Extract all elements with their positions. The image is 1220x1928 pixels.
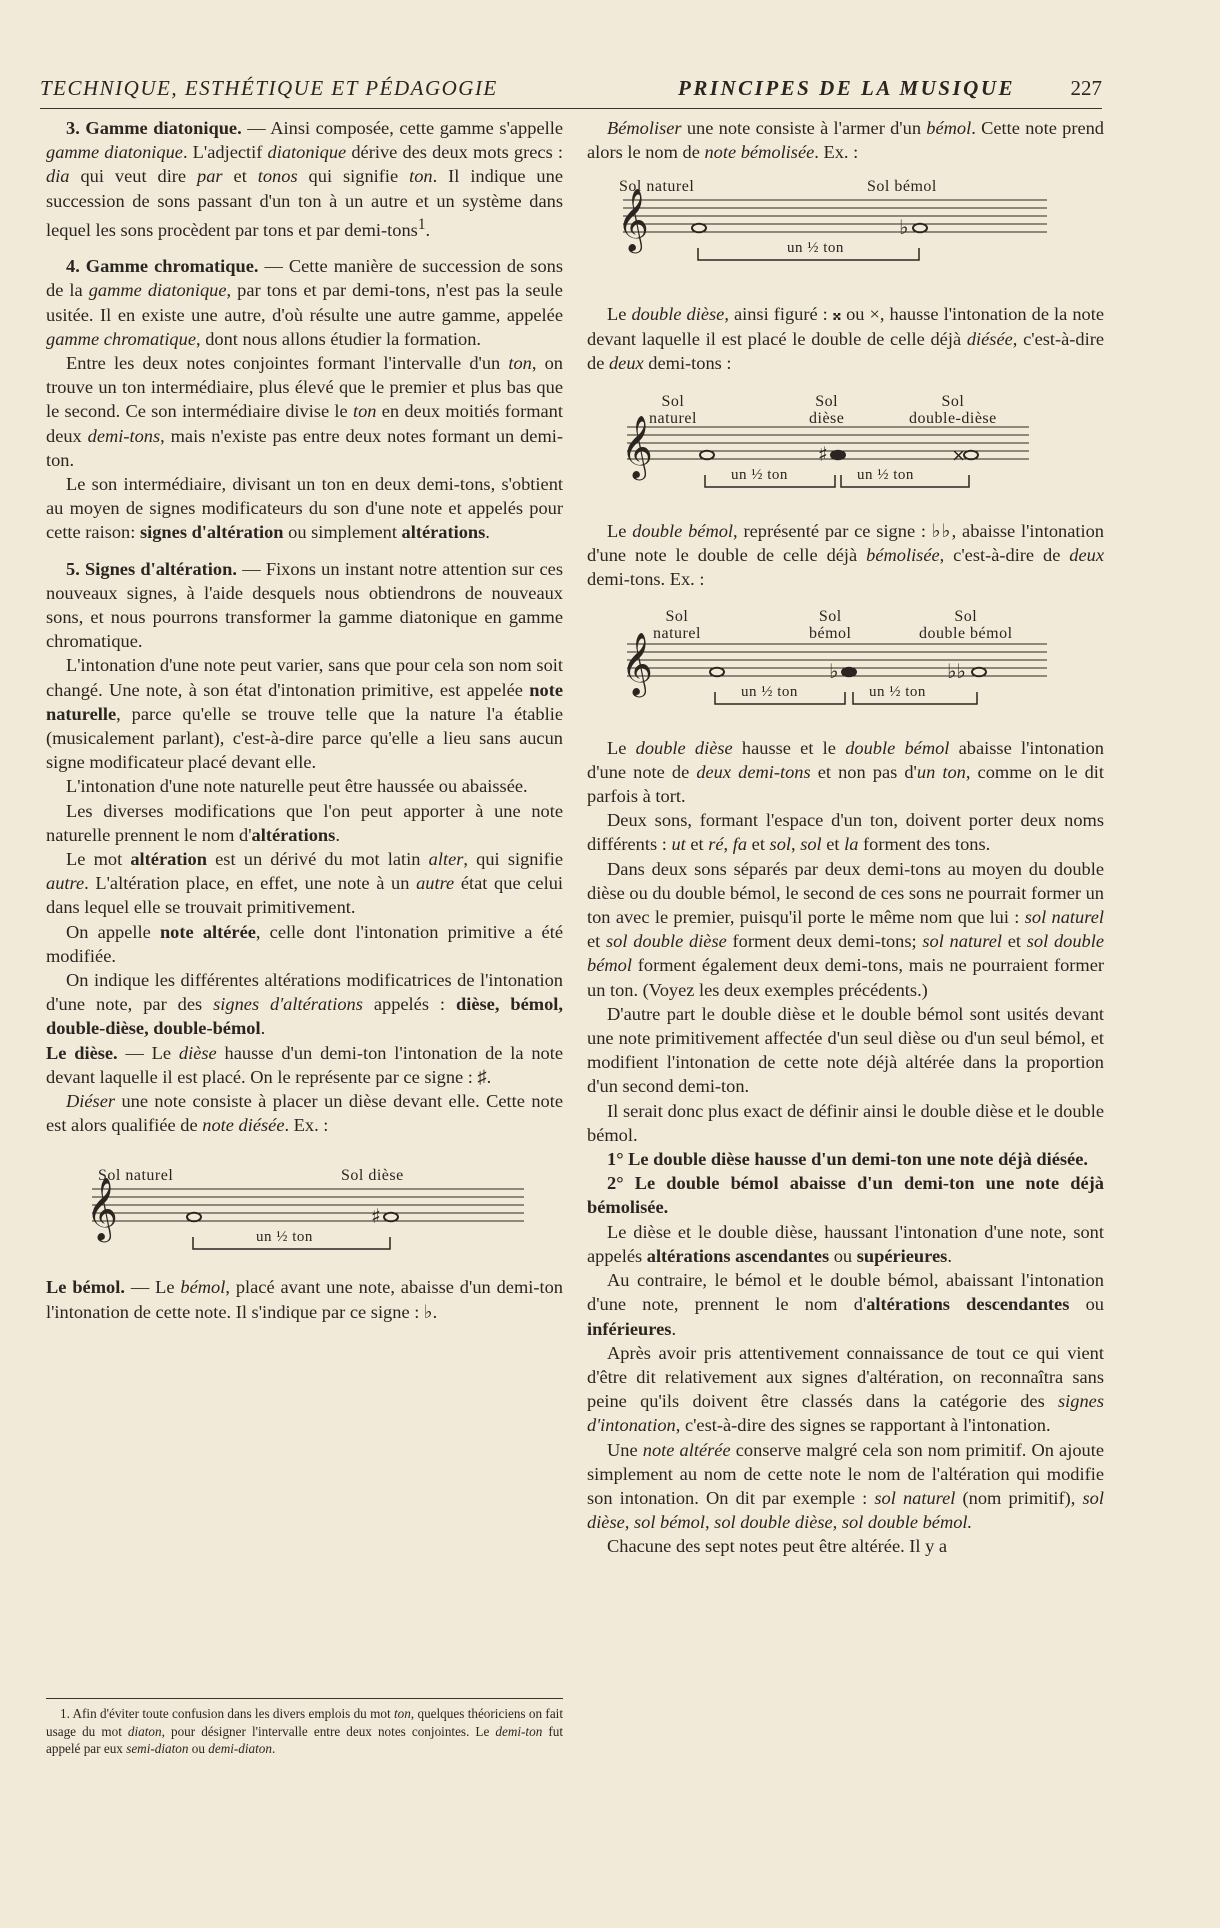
text: Bémoliser [607,118,682,138]
sharp-icon: ♯ [818,442,828,467]
example-label: Sol naturel [98,1167,174,1185]
text: — Cette manière de succession de sons de la [46,256,563,301]
text: (nom primitif), [955,1487,1083,1508]
text: demi-tons : [643,352,732,373]
text: . [947,1245,952,1266]
text: gamme chromatique [46,328,196,349]
interval-label: un ½ ton [741,683,798,700]
text: Au contraire, le bémol et le double bémol, abaissant l'intonation d'une note, prennent le nom d' [587,1270,1104,1315]
text: ou [1069,1294,1104,1315]
text: autre [416,873,455,894]
section-4-paragraph [46,254,563,351]
text: demi-ton [495,1723,543,1739]
text: ou [829,1245,857,1266]
text: Afin d'éviter toute confusion dans les divers emplois du mot [69,1706,394,1721]
treble-clef-icon: 𝄞 [617,188,649,252]
text: diatonique [267,142,347,163]
text: inférieures [587,1318,672,1339]
text: Deux sons, formant l'espace d'un ton, doivent porter deux noms différents : [587,810,1104,855]
paragraph: D'autre part le double dièse et le double bémol sont usités devant une note primitivement affectée d'un seul dièse ou d'un seul bémol, et modifient l'intonation de cette note déjà altérée dans la proportion d'un second demi-ton. [587,1003,1104,1097]
text: , [791,834,801,855]
text: Le dièse. [46,1042,118,1063]
text: note diésée [202,1115,285,1136]
text: bémolisée [866,545,940,566]
text: ton [352,401,377,422]
paragraph [587,302,1104,375]
paragraph [46,1089,563,1137]
text: On appelle [66,921,160,942]
text: . L'adjectif [182,142,268,163]
text: fut appelé par eux [46,1723,564,1757]
section-4-title: 4. Gamme chromatique. [66,256,259,277]
section-3-paragraph [46,116,563,242]
treble-clef-icon: 𝄞 [621,415,653,479]
interval-label: un ½ ton [857,467,914,484]
text: ton [409,166,433,187]
text: Sol [941,393,965,411]
text: qui veut dire [69,166,198,187]
text: deux [1069,545,1104,566]
paragraph-bemol [46,1275,563,1323]
text: , [723,834,733,855]
text: , c'est-à-dire de [587,328,1104,373]
text: Le mot [66,849,131,870]
text: , dont nous allons étudier la formation. [196,328,482,349]
text: demi-tons [87,425,161,446]
text: , c'est-à-dire de [939,545,1070,566]
flat-icon: ♭ [829,658,839,683]
interval-label: un ½ ton [731,467,788,484]
text: . Cette note prend alors le nom de [587,118,1104,163]
text: note altérée [642,1439,731,1460]
text: double-dièse [909,410,997,428]
header-left: TECHNIQUE, ESTHÉTIQUE ET PÉDAGOGIE [40,76,498,100]
text: gamme diatonique [46,142,183,163]
text: alter [428,849,464,870]
text: gamme diatonique [88,280,227,301]
text: dérive des deux mots grecs : [346,142,563,163]
staff-flat [587,172,1104,294]
text: , qui signifie [463,849,564,870]
section-5-paragraph [46,557,563,654]
text: note bémolisée [704,142,815,163]
text: est un dérivé du mot latin [206,849,429,870]
music-example-flat [587,172,1104,294]
text: double bémol [632,521,734,542]
text: Entre les deux notes conjointes formant l'intervalle d'un [66,352,509,373]
paragraph-diese [46,1041,563,1089]
example-label: Sol naturel [619,178,695,196]
text: Une [607,1439,643,1460]
double-sharp-icon: × [951,445,967,467]
music-example-double-sharp [587,383,1104,511]
paragraph [46,920,563,968]
text: double dièse [635,737,733,758]
text: demi-diaton [208,1741,272,1757]
paragraph: L'intonation d'une note naturelle peut être haussée ou abaissée. [66,776,528,797]
footnote-number: 1. [60,1706,70,1721]
interval-label: un ½ ton [869,683,926,700]
text: demi-tons. Ex. : [587,569,705,590]
rule-1: 1° Le double dièse hausse d'un demi-ton une note déjà diésée. [607,1149,1088,1170]
text: et [587,931,607,952]
treble-clef-icon: 𝄞 [86,1177,118,1241]
text: On indique les différentes altérations modificatrices de l'intonation d'une note, par des [46,970,563,1015]
text: . [335,824,340,845]
text: en deux moitiés formant deux [46,401,563,446]
text: dièse, bémol, double-dièse, double-bémol [46,994,563,1039]
paragraph [46,351,563,472]
text: ré [708,834,724,855]
double-flat-icon: ♭♭ [947,658,966,683]
text: Sol [665,607,689,625]
text: la [844,834,859,855]
text: Sol [815,393,839,411]
text: — Ainsi composée, cette gamme s'appelle [241,118,563,138]
paragraph [46,472,563,545]
text: Sol [818,607,842,625]
paragraph [587,116,1104,164]
text: diésée [966,328,1013,349]
text: et [1002,931,1027,952]
text: — Le [117,1042,179,1063]
text: ou simplement [283,522,402,543]
footnote-1 [46,1705,563,1758]
text: , placé avant une note, abaisse d'un demi-ton l'intonation de cette note. Il s'indique par ce signe : ♭. [46,1277,563,1322]
text: Dans deux sons séparés par deux demi-tons au moyen du double dièse ou du double bémol, le second de ces sons ne pourrait former un ton avec le premier, puisqu'il porte le même nom que lui : [587,858,1104,928]
footnotes [46,1698,563,1758]
text: Sol [954,607,978,625]
text: Le bémol. [46,1277,125,1298]
text: sol double dièse [606,931,727,952]
text: . [425,219,431,240]
text: forment des tons. [858,834,991,855]
right-column [587,116,1104,1559]
text: qui signifie [297,166,410,187]
text: , c'est-à-dire des signes se rapportant à l'intonation. [675,1415,1051,1436]
section-3-title: 3. Gamme diatonique. [66,118,242,138]
text: Après avoir pris attentivement connaissance de tout ce qui vient d'être dit relativement aux signes d'altération, on reconnaîtra sans peine qu'ils doivent être classés dans la catégorie des [587,1342,1104,1412]
text: , ainsi figuré : 𝄪 ou ×, hausse l'intonation de la note devant laquelle il est placé le double de celle déjà [587,304,1104,349]
text: Les diverses modifications que l'on peut apporter à une note naturelle prennent le nom d' [46,800,563,845]
text: double bémol [845,737,950,758]
text: double bémol [919,624,1013,642]
paragraph [46,847,563,920]
text: , on trouve un ton intermédiaire, plus élevé que le premier et plus bas que le second. Ce son intermédiaire divise le [46,352,563,422]
page-number: 227 [1070,76,1102,100]
example-label: Sol bémol [867,178,937,196]
text: hausse d'un demi-ton l'intonation de la note devant laquelle il est placé. On le représente par ce signe : ♯. [46,1042,563,1087]
text: . [260,1018,266,1039]
text: — Fixons un instant notre attention sur ces nouveaux signes, à l'aide desquels nous obtiendrons de nouveaux sons, et nous pourrons transformer la gamme diatonique en gamme chromatique. [46,558,563,652]
text: , représenté par ce signe : ♭♭, abaisse l'intonation d'une note le double de celle déjà [587,521,1104,566]
text: Le son intermédiaire, divisant un ton en deux demi-tons, s'obtient au moyen de signes modificateurs du son d'une note et appelés pour cette raison: [46,473,563,543]
text: , quelques théoriciens on fait usage du mot [46,1706,564,1739]
text: état que celui dans lequel elle se trouvait primitivement. [46,873,563,918]
text: une note consiste à l'armer d'un [681,118,927,138]
text: conserve malgré cela son nom primitif. On ajoute simplement au nom de cette note le nom de l'altération qui modifie son intonation. On dit par exemple : [587,1439,1104,1508]
text: bémol [809,624,852,642]
flat-icon: ♭ [899,215,909,240]
text: . [271,1741,276,1757]
text: naturel [649,410,697,428]
text: forment deux demi-tons; [726,931,923,952]
paragraph [587,1268,1104,1341]
text: bémol [180,1277,226,1298]
text: Le [607,304,632,325]
text: , celle dont l'intonation primitive a été modifiée. [46,921,563,966]
text: semi-diaton [126,1741,189,1757]
text: et [685,834,709,855]
paragraph [46,653,563,774]
text: altérations [401,522,486,543]
example-label: Sol dièse [341,1167,404,1185]
text: dièse [178,1042,217,1063]
text: deux [608,352,644,373]
text: sol naturel [922,931,1002,952]
text: Le [607,521,633,542]
text: et [747,834,770,855]
staff-double-sharp [587,383,1104,511]
text: sol dièse, sol bémol, sol double dièse, sol double bémol. [587,1487,1104,1533]
paragraph: Chacune des sept notes peut être altérée. Il y a [607,1536,948,1557]
text: un ton [916,761,966,782]
text: L'intonation d'une note peut varier, sans que pour cela son nom soit changé. Une note, à son état d'intonation primitive, est appelée [46,655,563,700]
text: tonos [257,166,298,187]
paragraph: Il serait donc plus exact de définir ainsi le double dièse et le double bémol. [587,1100,1104,1145]
text: sol naturel [874,1487,956,1508]
text: sol naturel [1024,907,1104,928]
text: hausse et le [732,737,846,758]
text: Sol [661,393,685,411]
text: . [485,522,490,543]
text: sol double bémol [587,931,1104,976]
text: naturel [653,624,701,642]
text: et [821,834,845,855]
text: sol [769,834,791,855]
music-example-sharp [46,1145,563,1267]
text: . [671,1318,677,1339]
text: et [222,166,258,187]
text: une note consiste à placer un dièse devant elle. Cette note est alors qualifiée de [46,1091,563,1136]
paragraph [587,1341,1104,1438]
text: — Le [124,1277,181,1298]
text: signes d'altérations [213,994,363,1015]
sharp-icon: ♯ [371,1204,381,1229]
rule-2: 2° Le double bémol abaisse d'un demi-ton une note déjà bémolisée. [587,1173,1104,1218]
text: ou [188,1741,209,1757]
text: dièse [809,410,845,428]
text: dia [46,166,70,187]
paragraph [587,519,1104,592]
paragraph [46,799,563,847]
footnote-ref: 1 [417,215,426,233]
text: altérations [251,824,336,845]
text: note naturelle [46,679,563,724]
text: signes d'intonation [587,1391,1104,1436]
text: ton [508,352,532,373]
paragraph [587,1220,1104,1268]
text: , parce qu'elle se trouve telle que la nature l'a établie (musicalement parlant), c'est-à-dire parce qu'elle a lieu sans aucun signe modificateur placé devant elle. [46,703,563,773]
text: Le [607,737,636,758]
text: , par tons et par demi-tons, n'est pas la seule usitée. Il en existe une autre, d'où résulte une autre gamme, appelée [46,280,563,325]
text: double dièse [631,304,725,325]
running-header [40,76,1102,109]
section-5-title: 5. Signes d'altération. [66,558,237,579]
text: autre [46,873,85,894]
text: par [197,166,223,187]
staff-double-flat [587,600,1104,728]
header-title: PRINCIPES DE LA MUSIQUE [678,76,1015,100]
text: , comme on le dit parfois à tort. [587,761,1104,807]
text: . Il indique une succession de sons passant d'un ton à un autre et un système dans lequel les sons procèdent par tons et par demi-tons [46,166,563,240]
music-example-double-flat [587,600,1104,728]
paragraph [46,968,563,1041]
paragraph [587,1438,1104,1535]
text: . L'altération place, en effet, une note à un [84,873,417,894]
text: altérations ascendantes [646,1245,830,1266]
text: sol [800,834,822,855]
text: diaton [127,1723,162,1739]
text: supérieures [856,1245,948,1266]
text: altération [130,849,207,870]
paragraph [587,736,1104,809]
paragraph [587,808,1104,856]
text: note altérée [159,921,256,942]
text: . Ex. : [284,1115,329,1136]
text: ton [393,1706,411,1721]
treble-clef-icon: 𝄞 [621,631,653,695]
interval-label: un ½ ton [256,1229,313,1246]
left-column [46,116,563,1324]
text: ut [671,834,686,855]
text: forment également deux demi-tons, mais ne pourraient former un ton. (Voyez les deux exemples précédents.) [587,955,1104,1000]
text: . Ex. : [814,142,859,163]
text: Le dièse et le double dièse, haussant l'intonation d'une note, sont appelés [587,1221,1104,1266]
text: bémol [926,118,972,138]
staff-sharp [46,1145,563,1267]
text: , pour désigner l'intervalle entre deux notes conjointes. Le [161,1723,496,1739]
text: signes d'altération [139,522,284,543]
text: altérations descendantes [866,1294,1070,1315]
interval-label: un ½ ton [787,240,844,257]
text: Diéser [66,1091,116,1112]
text: , mais n'existe pas entre deux notes formant un demi-ton. [46,425,563,470]
text: deux demi-tons [696,761,811,782]
text: abaisse l'intonation d'une note de [587,737,1104,782]
text: et non pas d' [810,761,917,782]
text: appelés : [362,994,456,1015]
text: fa [732,834,748,855]
paragraph [587,857,1104,1002]
